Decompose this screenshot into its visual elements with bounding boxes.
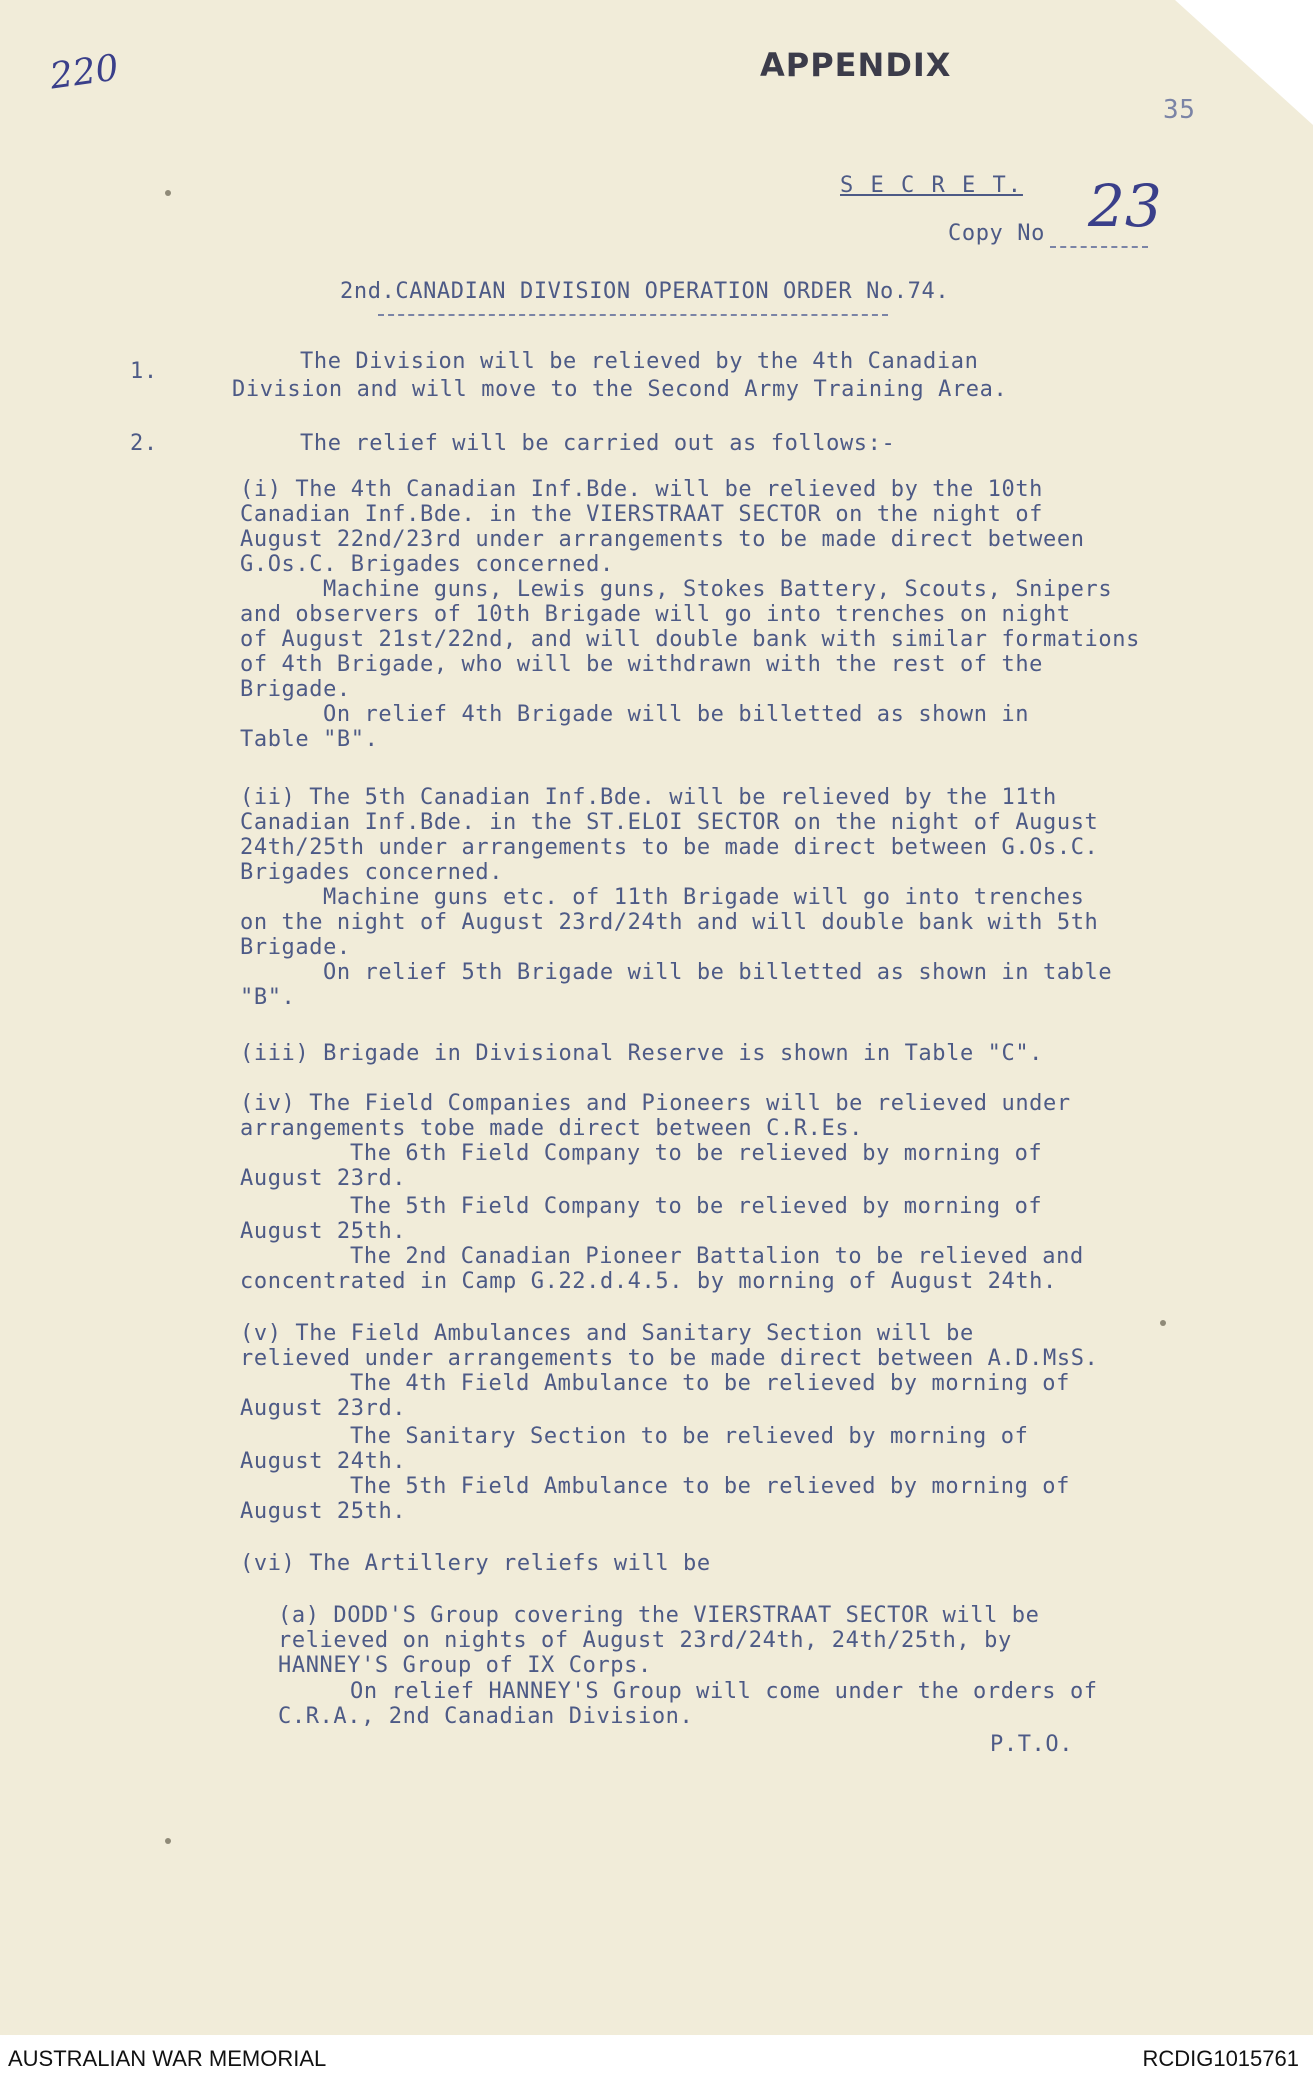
text-line: Machine guns etc. of 11th Brigade will go into trenches	[323, 885, 1085, 910]
text-line: The Sanitary Section to be relieved by morning of	[350, 1424, 1029, 1449]
text-line: Brigades concerned.	[240, 860, 504, 885]
text-line: concentrated in Camp G.22.d.4.5. by morning of August 24th.	[240, 1269, 1057, 1294]
text-line: (i) The 4th Canadian Inf.Bde. will be relieved by the 10th	[240, 477, 1044, 502]
para-number: 1.	[130, 359, 158, 384]
text-line: August 23rd.	[240, 1396, 407, 1421]
footer-institution: AUSTRALIAN WAR MEMORIAL	[8, 2046, 327, 2071]
paper-speck	[165, 1838, 171, 1844]
text-line: August 25th.	[240, 1499, 407, 1524]
text-line: Brigade.	[240, 935, 351, 960]
text-line: August 22nd/23rd under arrangements to be made direct between	[240, 527, 1085, 552]
text-line: The 2nd Canadian Pioneer Battalion to be relieved and	[350, 1244, 1084, 1269]
text-line: (iii) Brigade in Divisional Reserve is shown in Table "C".	[240, 1041, 1044, 1066]
copy-number-handwritten: 23	[1088, 172, 1162, 240]
copy-number-underline	[1050, 246, 1148, 248]
text-line: Brigade.	[240, 677, 351, 702]
paper-speck	[1160, 1320, 1166, 1326]
text-line: On relief HANNEY'S Group will come under the orders of	[350, 1679, 1098, 1704]
para-number: 2.	[130, 431, 158, 456]
text-line: of 4th Brigade, who will be withdrawn with the rest of the	[240, 652, 1044, 677]
text-line: Table "B".	[240, 727, 379, 752]
handwritten-page-number: 220	[47, 47, 122, 98]
text-line: (v) The Field Ambulances and Sanitary Section will be	[240, 1321, 974, 1346]
text-line: (a) DODD'S Group covering the VIERSTRAAT SECTOR will be	[278, 1603, 1040, 1628]
title-rule	[378, 314, 888, 316]
text-line: HANNEY'S Group of IX Corps.	[278, 1653, 652, 1678]
text-line: Machine guns, Lewis guns, Stokes Battery, Scouts, Snipers	[323, 577, 1113, 602]
text-line: relieved on nights of August 23rd/24th, 24th/25th, by	[278, 1628, 1012, 1653]
text-line: August 23rd.	[240, 1166, 407, 1191]
appendix-stamp: APPENDIX	[760, 46, 952, 84]
pto-mark: P.T.O.	[990, 1732, 1074, 1757]
text-line: Canadian Inf.Bde. in the ST.ELOI SECTOR on the night of August	[240, 810, 1099, 835]
text-line: relieved under arrangements to be made direct between A.D.MsS.	[240, 1346, 1099, 1371]
text-line: (vi) The Artillery reliefs will be	[240, 1551, 711, 1576]
text-line: "B".	[240, 985, 296, 1010]
text-line: Canadian Inf.Bde. in the VIERSTRAAT SECTOR on the night of	[240, 502, 1044, 527]
copy-label: Copy No	[948, 221, 1045, 246]
text-line: C.R.A., 2nd Canadian Division.	[278, 1704, 694, 1729]
text-line: and observers of 10th Brigade will go into trenches on night	[240, 602, 1071, 627]
text-line: The 5th Field Company to be relieved by morning of	[350, 1194, 1043, 1219]
text-line: The relief will be carried out as follows:-	[300, 431, 896, 456]
text-line: of August 21st/22nd, and will double bank with similar formations	[240, 627, 1140, 652]
folio-number: 35	[1163, 95, 1196, 125]
text-line: On relief 5th Brigade will be billetted as shown in table	[323, 960, 1113, 985]
text-line: On relief 4th Brigade will be billetted as shown in	[323, 702, 1030, 727]
text-line: (ii) The 5th Canadian Inf.Bde. will be relieved by the 11th	[240, 785, 1057, 810]
text-line: The 5th Field Ambulance to be relieved by morning of	[350, 1474, 1070, 1499]
text-line: August 24th.	[240, 1449, 407, 1474]
text-line: The Division will be relieved by the 4th Canadian	[300, 349, 979, 374]
order-title: 2nd.CANADIAN DIVISION OPERATION ORDER No.74.	[340, 279, 950, 304]
text-line: G.Os.C. Brigades concerned.	[240, 552, 614, 577]
text-line: on the night of August 23rd/24th and will double bank with 5th	[240, 910, 1099, 935]
text-line: The 4th Field Ambulance to be relieved by morning of	[350, 1371, 1070, 1396]
paper-speck	[165, 190, 171, 196]
text-line: The 6th Field Company to be relieved by morning of	[350, 1141, 1043, 1166]
text-line: arrangements tobe made direct between C.R.Es.	[240, 1116, 864, 1141]
footer-record-id: RCDIG1015761	[1142, 2046, 1299, 2071]
text-line: (iv) The Field Companies and Pioneers will be relieved under	[240, 1091, 1071, 1116]
text-line: August 25th.	[240, 1219, 407, 1244]
classification-secret: S E C R E T.	[840, 173, 1023, 198]
text-line: Division and will move to the Second Army Training Area.	[232, 377, 1008, 402]
text-line: 24th/25th under arrangements to be made direct between G.Os.C.	[240, 835, 1099, 860]
